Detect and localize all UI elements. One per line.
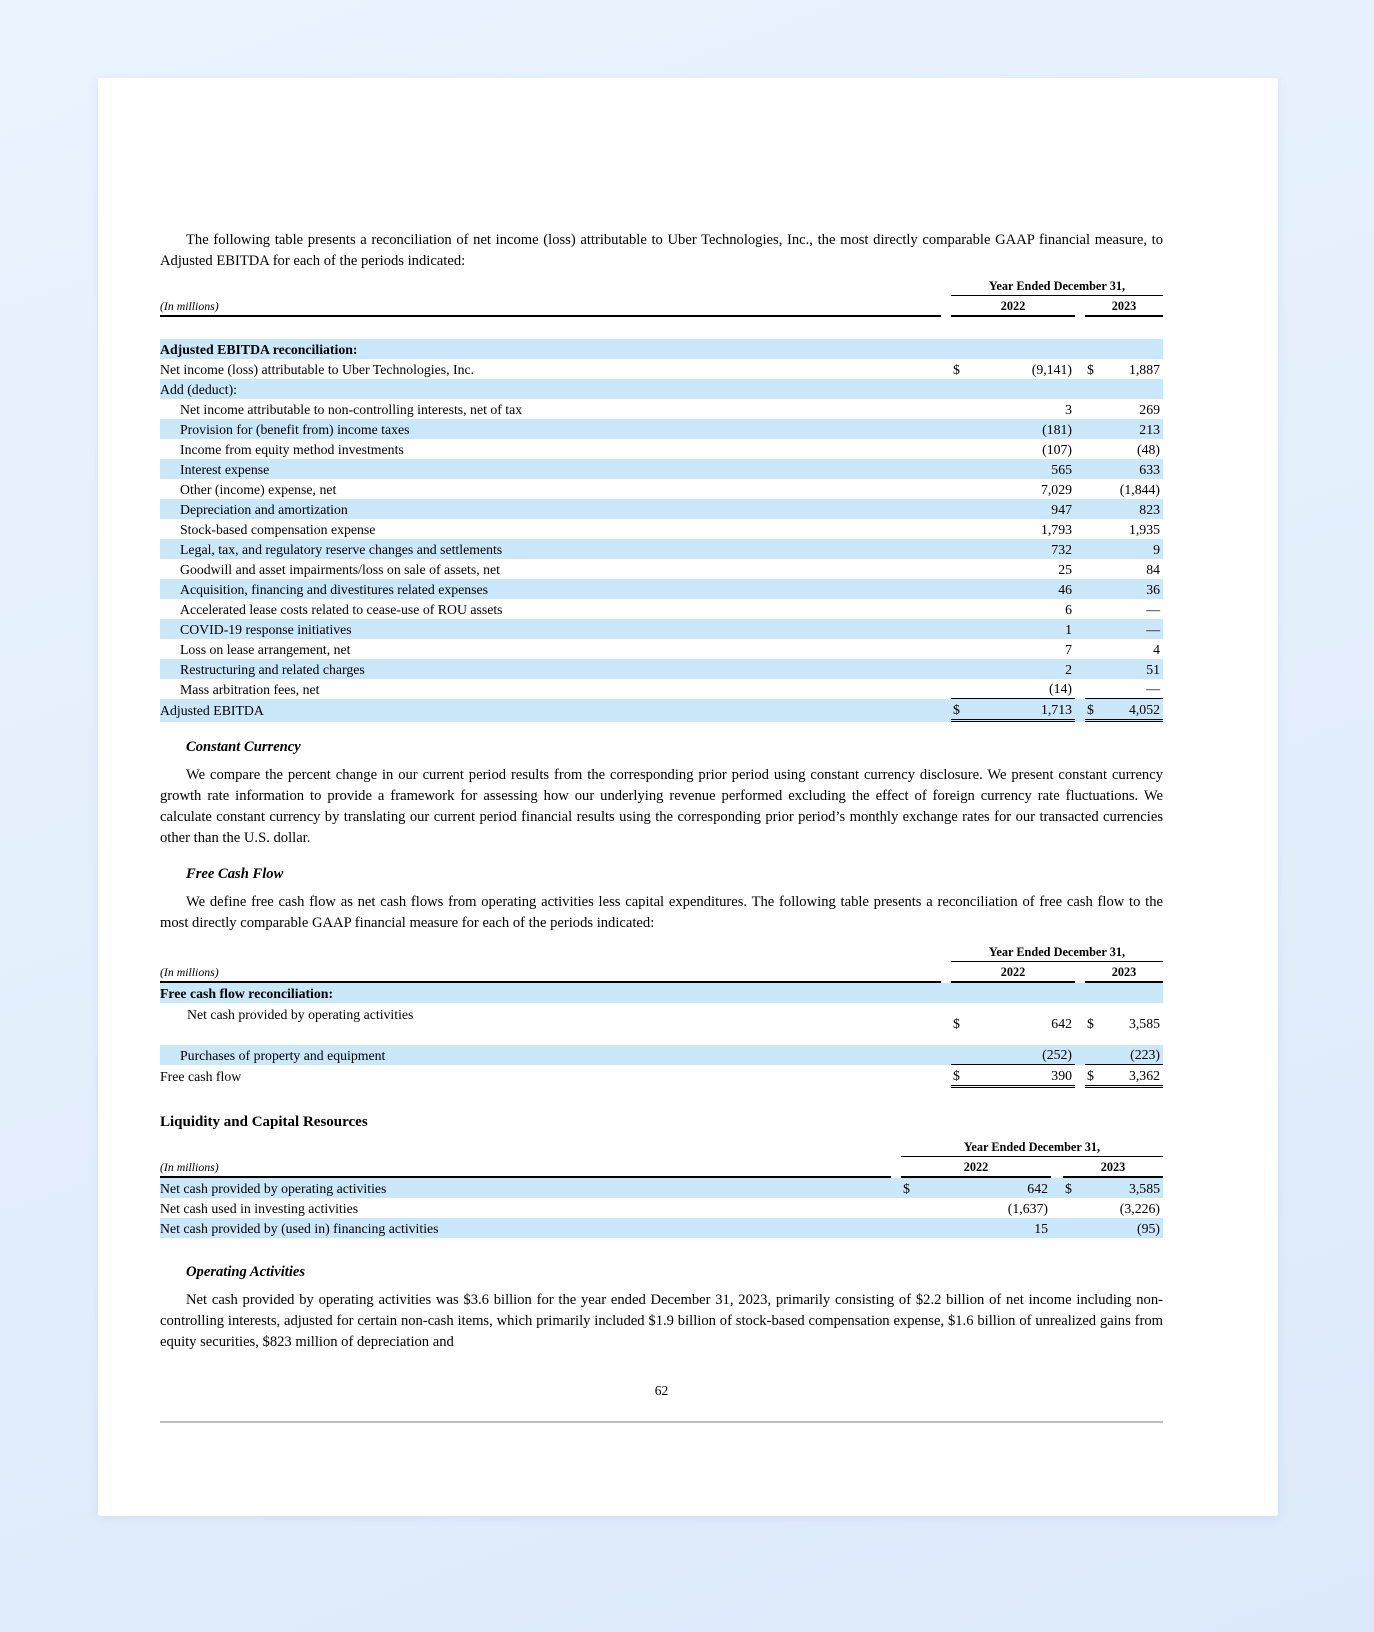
value-group-2022: [951, 1003, 1075, 1043]
value-cell-2022: (181): [1042, 421, 1072, 437]
table-row: [160, 399, 1163, 419]
value-cell-2022: 1,793: [1040, 521, 1072, 537]
row-label: Acquisition, financing and divestitures related expenses: [180, 581, 489, 597]
value-cell-2023: 9: [1153, 541, 1160, 557]
row-label: Adjusted EBITDA: [160, 703, 264, 718]
row-label: Net cash used in investing activities: [160, 1200, 359, 1216]
value-cell-2022: 565: [1051, 461, 1072, 477]
table-row: [160, 559, 1163, 579]
table-row: [160, 479, 1163, 499]
value-group-2023: [1085, 579, 1163, 599]
value-group-2023: [1063, 1198, 1163, 1218]
row-label: Net cash provided by operating activities: [187, 1007, 414, 1022]
value-cell-2023: (1,844): [1119, 481, 1160, 497]
col-header-2022: [951, 964, 1075, 983]
in-millions-label: (In millions): [160, 298, 941, 317]
value-group-2023: [1085, 599, 1163, 619]
value-cell-2023: 213: [1139, 421, 1160, 437]
row-label: Net cash provided by (used in) financing activities: [160, 1220, 439, 1236]
value-cell-2022: (252): [1042, 1047, 1072, 1062]
row-label: COVID-19 response initiatives: [180, 621, 352, 637]
value-cell-2023: 1,887: [1128, 361, 1160, 377]
row-label: Income from equity method investments: [180, 441, 404, 457]
table-row: [160, 1003, 1163, 1045]
section-heading-operating-activities: Operating Activities: [186, 1264, 306, 1280]
value-cell-2022: (1,637): [1007, 1200, 1048, 1216]
value-group-2022: [951, 499, 1075, 519]
value-cell-2023: 633: [1139, 461, 1160, 477]
table-row: [160, 1065, 1163, 1088]
col-header-label: 2022: [1000, 965, 1026, 979]
value-group-2022: [951, 399, 1075, 419]
currency-symbol: $: [1087, 361, 1094, 377]
value-group-2022: [951, 379, 1075, 399]
value-group-2023: [1085, 1065, 1163, 1088]
table-row: [160, 539, 1163, 559]
intro-paragraph: The following table presents a reconciliation of net income (loss) attributable to Uber Technologies, Inc., the most directly comparable GAAP financial measure, to Adjusted EBITDA for each of the periods indicated:: [160, 232, 1163, 269]
value-cell-2023: 269: [1139, 401, 1160, 417]
value-group-2023: [1085, 419, 1163, 439]
value-group-2023: [1063, 1178, 1163, 1198]
value-group-2022: [901, 1198, 1051, 1218]
value-cell-2023: 4: [1153, 641, 1160, 657]
period-header: Year Ended December 31,: [951, 944, 1163, 962]
table-header-period-row: [160, 944, 1163, 962]
value-cell-2022: 642: [1027, 1180, 1048, 1196]
value-group-2023: [1085, 399, 1163, 419]
currency-symbol: $: [953, 1015, 960, 1031]
value-group-2023: [1085, 659, 1163, 679]
value-group-2022: [951, 439, 1075, 459]
value-cell-2023: 3,585: [1128, 1015, 1160, 1031]
in-millions-label: (In millions): [160, 1159, 891, 1178]
value-group-2022: [951, 619, 1075, 639]
adjusted-ebitda-table: [160, 278, 1163, 722]
col-header-label: 2022: [963, 1160, 989, 1174]
page-number: 62: [654, 1383, 669, 1398]
table-row: [160, 639, 1163, 659]
value-cell-2022: 390: [1051, 1067, 1072, 1083]
value-group-2022: [951, 359, 1075, 379]
table-header-period-row: [160, 1139, 1163, 1157]
free-cash-flow-table: [160, 944, 1163, 1088]
value-cell-2022: 732: [1051, 541, 1072, 557]
value-group-2023: [1085, 679, 1163, 699]
table-row: [160, 659, 1163, 679]
currency-symbol: $: [1087, 1015, 1094, 1031]
value-cell-2023: (223): [1130, 1047, 1160, 1062]
value-cell-2022: 15: [1034, 1220, 1048, 1236]
table-row: [160, 599, 1163, 619]
value-cell-2022: 3: [1065, 401, 1072, 417]
col-header-2023: [1063, 1159, 1163, 1178]
table-header-years-row: [160, 298, 1163, 317]
table-header-years-row: [160, 964, 1163, 983]
value-cell-2023: (95): [1137, 1220, 1160, 1236]
col-header-label: 2023: [1111, 299, 1137, 313]
value-cell-2023: 3,362: [1128, 1067, 1160, 1083]
value-group-2023: [1085, 339, 1163, 359]
value-group-2023: [1085, 699, 1163, 722]
value-group-2022: [951, 679, 1075, 699]
value-group-2022: [951, 983, 1075, 1003]
value-cell-2023: 4,052: [1128, 701, 1160, 717]
table-row: [160, 419, 1163, 439]
value-cell-2022: (9,141): [1031, 361, 1072, 377]
currency-symbol: $: [953, 361, 960, 377]
period-header: Year Ended December 31,: [951, 278, 1163, 296]
value-group-2022: [951, 419, 1075, 439]
value-cell-2022: 46: [1058, 581, 1072, 597]
value-group-2023: [1063, 1218, 1163, 1238]
value-group-2023: [1085, 639, 1163, 659]
row-label: Purchases of property and equipment: [180, 1047, 386, 1063]
value-group-2023: [1085, 459, 1163, 479]
value-group-2022: [951, 539, 1075, 559]
row-label: Net income (loss) attributable to Uber Technologies, Inc.: [160, 361, 475, 377]
table-header-years-row: [160, 1159, 1163, 1178]
table-row: [160, 439, 1163, 459]
value-group-2023: [1085, 499, 1163, 519]
value-group-2023: [1085, 1045, 1163, 1065]
value-group-2023: [1085, 379, 1163, 399]
value-group-2022: [901, 1218, 1051, 1238]
row-label: Stock-based compensation expense: [180, 521, 376, 537]
table-row: [160, 379, 1163, 399]
value-cell-2023: 84: [1146, 561, 1160, 577]
value-group-2022: [951, 599, 1075, 619]
value-group-2023: [1085, 359, 1163, 379]
row-label: Net income attributable to non-controlling interests, net of tax: [180, 401, 523, 417]
value-group-2023: [1085, 439, 1163, 459]
row-label: Depreciation and amortization: [180, 501, 348, 517]
currency-symbol: $: [1087, 701, 1094, 717]
row-label: Adjusted EBITDA reconciliation:: [160, 341, 358, 357]
col-header-label: 2023: [1100, 1160, 1126, 1174]
row-label: Accelerated lease costs related to cease-use of ROU assets: [180, 601, 503, 617]
value-group-2022: [951, 699, 1075, 722]
value-cell-2023: 51: [1146, 661, 1160, 677]
col-header-2023: [1085, 298, 1163, 317]
row-label: Net cash provided by operating activities: [160, 1180, 387, 1196]
value-cell-2023: (48): [1137, 441, 1160, 457]
operating-activities-paragraph: Net cash provided by operating activities was $3.6 billion for the year ended December 31, 2023, primarily consisting of $2.2 billion of net income including non-controlling interests, adjusted for certain non-cash items, which primarily included $1.9 billion of stock-based compensation expense, $1.6 billion of unrealized gains from equity securities, $823 million of depreciation and: [160, 1292, 1163, 1350]
table-row: [160, 459, 1163, 479]
section-heading-free-cash-flow: Free Cash Flow: [186, 866, 284, 882]
value-group-2023: [1085, 539, 1163, 559]
value-cell-2022: 6: [1065, 601, 1072, 617]
value-cell-2023: —: [1146, 621, 1160, 637]
value-group-2023: [1085, 479, 1163, 499]
value-group-2023: [1085, 983, 1163, 1003]
row-label: Restructuring and related charges: [180, 661, 365, 677]
table-row: [160, 619, 1163, 639]
table-row: [160, 579, 1163, 599]
value-group-2023: [1085, 519, 1163, 539]
row-label: Interest expense: [180, 461, 270, 477]
value-cell-2022: 7: [1065, 641, 1072, 657]
value-group-2022: [951, 659, 1075, 679]
row-label: Add (deduct):: [160, 381, 238, 397]
currency-symbol: $: [903, 1180, 910, 1196]
table-row: [160, 339, 1163, 359]
period-header: Year Ended December 31,: [901, 1139, 1163, 1157]
value-group-2023: [1085, 619, 1163, 639]
value-group-2022: [951, 339, 1075, 359]
value-group-2022: [951, 1065, 1075, 1088]
row-label: Provision for (benefit from) income taxes: [180, 421, 410, 437]
value-cell-2022: 7,029: [1040, 481, 1072, 497]
header-gap: [160, 317, 1163, 339]
value-group-2022: [951, 559, 1075, 579]
value-group-2022: [951, 639, 1075, 659]
liquidity-table: [160, 1139, 1163, 1238]
value-cell-2022: (14): [1049, 681, 1072, 696]
table-row: [160, 983, 1163, 1003]
table-row: [160, 1045, 1163, 1065]
currency-symbol: $: [953, 1067, 960, 1083]
constant-currency-paragraph: We compare the percent change in our current period results from the corresponding prior period using constant currency disclosure. We present constant currency growth rate information to provide a framework for assessing how our underlying revenue performed excluding the effect of foreign currency rate fluctuations. We calculate constant currency by translating our current period financial results using the corresponding prior period’s monthly exchange rates for our transacted currencies other than the U.S. dollar.: [160, 767, 1163, 846]
currency-symbol: $: [953, 701, 960, 717]
row-label: Goodwill and asset impairments/loss on sale of assets, net: [180, 561, 500, 577]
value-group-2022: [951, 1045, 1075, 1065]
currency-symbol: $: [1087, 1067, 1094, 1083]
value-cell-2022: 25: [1058, 561, 1072, 577]
document-page: [98, 78, 1278, 1516]
free-cash-flow-paragraph: We define free cash flow as net cash flows from operating activities less capital expenditures. The following table presents a reconciliation of free cash flow to the most directly comparable GAAP financial measure for each of the periods indicated:: [160, 894, 1163, 931]
currency-symbol: $: [1065, 1180, 1072, 1196]
value-cell-2023: 36: [1146, 581, 1160, 597]
value-cell-2023: 3,585: [1128, 1180, 1160, 1196]
col-header-2022: [901, 1159, 1051, 1178]
row-label: Legal, tax, and regulatory reserve changes and settlements: [180, 541, 503, 557]
row-label: Mass arbitration fees, net: [180, 681, 320, 697]
table-row: [160, 499, 1163, 519]
section-heading-liquidity: Liquidity and Capital Resources: [160, 1114, 368, 1130]
value-cell-2022: 947: [1051, 501, 1072, 517]
row-label: Other (income) expense, net: [180, 481, 337, 497]
value-cell-2023: —: [1146, 681, 1160, 696]
in-millions-label: (In millions): [160, 964, 941, 983]
value-group-2022: [951, 479, 1075, 499]
table-row: [160, 359, 1163, 379]
col-header-2022: [951, 298, 1075, 317]
table-row: [160, 699, 1163, 722]
value-cell-2022: 642: [1051, 1015, 1072, 1031]
footer-divider: [160, 1421, 1163, 1423]
table-header-period-row: [160, 278, 1163, 296]
row-label: Free cash flow reconciliation:: [160, 985, 334, 1001]
row-label: Loss on lease arrangement, net: [180, 641, 351, 657]
value-cell-2023: 823: [1139, 501, 1160, 517]
value-group-2023: [1085, 559, 1163, 579]
value-group-2023: [1085, 1003, 1163, 1043]
table-row: [160, 1218, 1163, 1238]
value-cell-2022: 1: [1065, 621, 1072, 637]
col-header-label: 2022: [1000, 299, 1026, 313]
col-header-label: 2023: [1111, 965, 1137, 979]
table-row: [160, 519, 1163, 539]
value-group-2022: [901, 1178, 1051, 1198]
row-label: Free cash flow: [160, 1069, 242, 1084]
section-heading-constant-currency: Constant Currency: [186, 739, 301, 755]
col-header-2023: [1085, 964, 1163, 983]
value-cell-2022: 2: [1065, 661, 1072, 677]
value-group-2022: [951, 519, 1075, 539]
value-cell-2022: 1,713: [1040, 701, 1072, 717]
table-row: [160, 1178, 1163, 1198]
value-group-2022: [951, 579, 1075, 599]
value-cell-2023: (3,226): [1119, 1200, 1160, 1216]
value-cell-2022: (107): [1042, 441, 1072, 457]
table-row: [160, 679, 1163, 699]
value-group-2022: [951, 459, 1075, 479]
value-cell-2023: 1,935: [1128, 521, 1160, 537]
table-row: [160, 1198, 1163, 1218]
value-cell-2023: —: [1146, 601, 1160, 617]
